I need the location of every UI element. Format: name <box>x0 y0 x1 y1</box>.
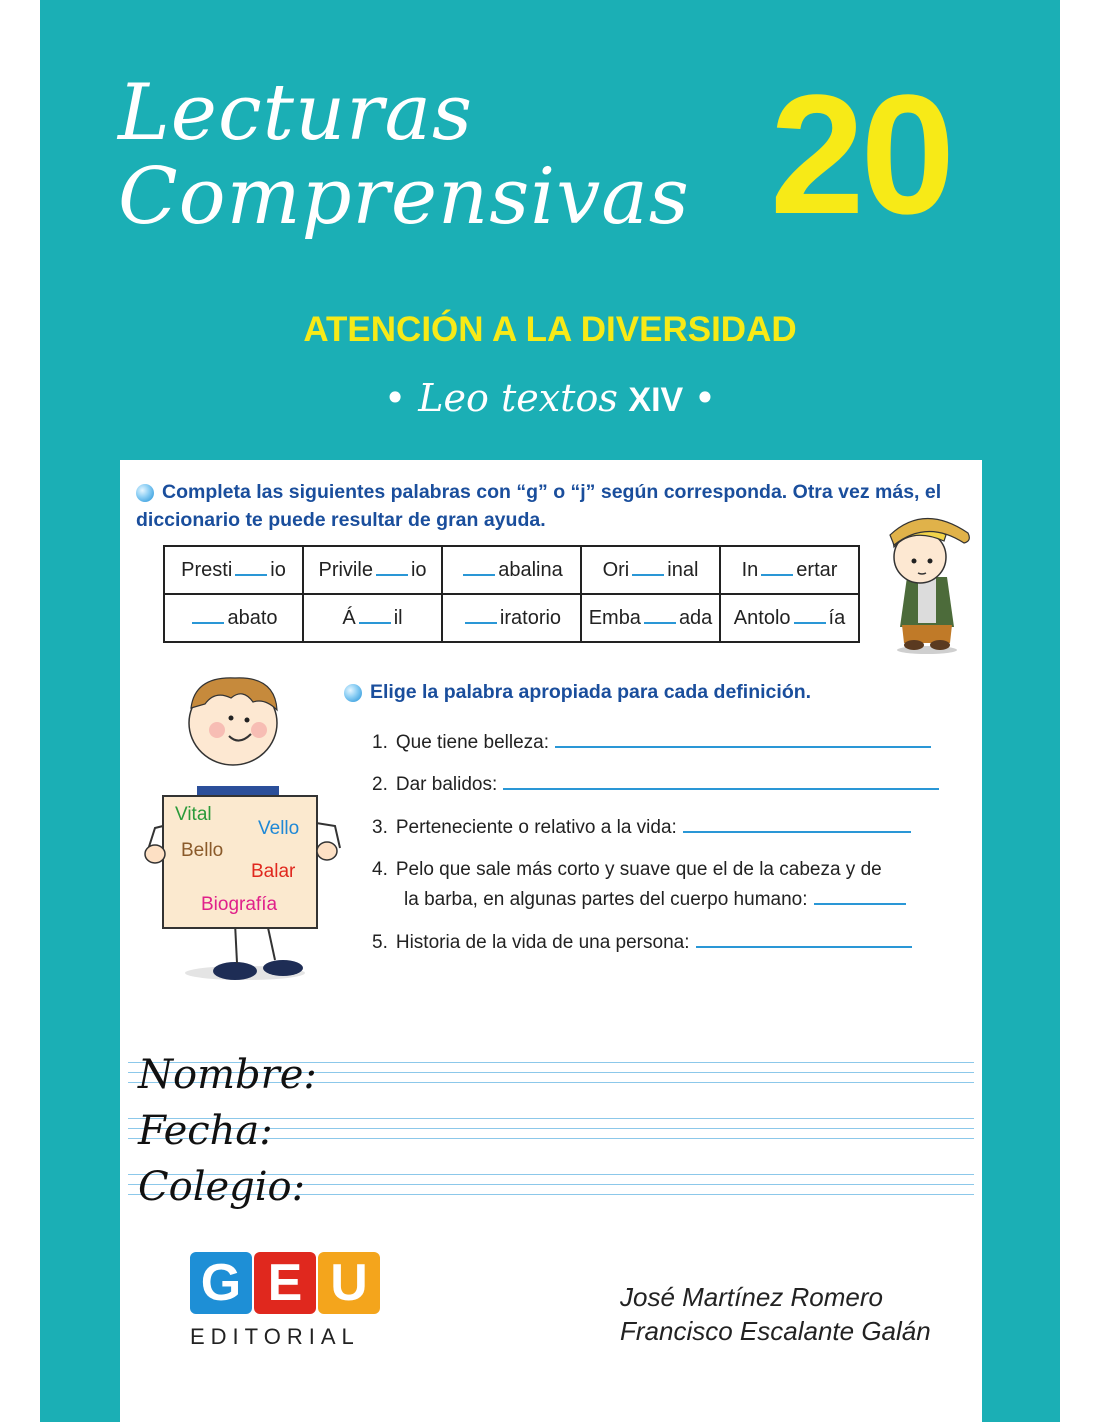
word-cell <box>581 546 720 594</box>
definition-text: Perteneciente o relativo a la vida: <box>395 817 677 838</box>
word-end: abato <box>227 606 278 629</box>
definition-number: 1. <box>372 732 388 753</box>
word-end: ada <box>678 606 713 629</box>
answer-blank[interactable] <box>632 570 664 576</box>
word-end: ía <box>828 606 846 629</box>
word-cell <box>303 546 442 594</box>
definition-item <box>372 932 912 954</box>
word-start: Emba <box>588 606 641 629</box>
series-title <box>0 376 1100 421</box>
word-cell <box>164 594 303 642</box>
word-cell <box>720 594 859 642</box>
logo-letter-g: G <box>190 1252 252 1314</box>
answer-blank[interactable] <box>465 618 497 624</box>
definition-text: Pelo que sale más corto y suave que el de la cabeza y de <box>395 859 882 880</box>
exercise-1-instruction <box>136 478 976 534</box>
answer-blank[interactable] <box>794 618 826 624</box>
answer-line[interactable] <box>814 899 906 905</box>
title-line-1: Lecturas <box>118 68 474 158</box>
subtitle: ATENCIÓN A LA DIVERSIDAD <box>303 310 797 349</box>
title-line-2: Comprensivas <box>118 152 690 242</box>
word-end: io <box>410 558 427 581</box>
boy-holding-sign-illustration <box>135 668 350 988</box>
series-prefix: • Leo textos <box>383 376 618 420</box>
definition-item <box>372 817 911 839</box>
answer-blank[interactable] <box>235 570 267 576</box>
word-cell <box>303 594 442 642</box>
word-start: Ori <box>602 558 630 581</box>
definition-number: 3. <box>372 817 388 838</box>
boy-with-hat-illustration <box>872 505 982 655</box>
word-end: abalina <box>498 558 563 581</box>
bullet-icon <box>136 484 154 502</box>
definition-item <box>372 732 931 754</box>
definition-number: 4. <box>372 859 388 880</box>
answer-line[interactable] <box>683 827 911 833</box>
sign-word: Biografía <box>201 894 278 915</box>
definition-text: Que tiene belleza: <box>395 732 550 753</box>
definition-number: 5. <box>372 932 388 953</box>
logo-letter-u: U <box>318 1252 380 1314</box>
word-cell <box>581 594 720 642</box>
table-row <box>164 594 859 642</box>
exercise-2-instruction <box>344 678 964 706</box>
answer-blank[interactable] <box>644 618 676 624</box>
series-suffix: • <box>693 376 717 420</box>
word-cell <box>720 546 859 594</box>
answer-blank[interactable] <box>192 618 224 624</box>
word-cell <box>442 594 581 642</box>
word-end: inal <box>667 558 699 581</box>
word-cell <box>164 546 303 594</box>
exercise-2-text: Elige la palabra apropiada para cada definición. <box>370 681 812 703</box>
word-start: In <box>741 558 759 581</box>
definition-text: Dar balidos: <box>395 774 498 795</box>
logo-subtitle: EDITORIAL <box>190 1324 360 1349</box>
answer-blank[interactable] <box>359 618 391 624</box>
answer-line[interactable] <box>555 742 931 748</box>
logo-letter-e: E <box>254 1252 316 1314</box>
date-label: Fecha: <box>138 1108 273 1154</box>
sign-word: Bello <box>181 840 224 861</box>
definition-text: Historia de la vida de una persona: <box>395 932 690 953</box>
word-end: io <box>270 558 286 581</box>
definition-item <box>372 774 939 796</box>
sign-word: Vello <box>258 818 300 839</box>
exercise-1-text: Completa las siguientes palabras con “g” o “j” según corresponda. Otra vez más, el diccionario te puede resultar de gran ayuda. <box>136 481 942 531</box>
word-cell <box>442 546 581 594</box>
word-start: Presti <box>181 558 233 581</box>
definition-number: 2. <box>372 774 388 795</box>
answer-blank[interactable] <box>376 570 408 576</box>
word-table <box>163 545 860 643</box>
answer-line[interactable] <box>696 942 912 948</box>
word-start: Privile <box>318 558 373 581</box>
answer-line[interactable] <box>503 784 939 790</box>
name-label: Nombre: <box>138 1052 317 1098</box>
definition-text-continued: la barba, en algunas partes del cuerpo humano: <box>404 889 808 910</box>
author-2: Francisco Escalante Galán <box>620 1316 931 1346</box>
answer-blank[interactable] <box>463 570 495 576</box>
definition-item <box>372 859 906 911</box>
series-roman: XIV <box>628 381 684 419</box>
author-1: José Martínez Romero <box>620 1282 883 1312</box>
word-end: iratorio <box>499 606 562 629</box>
volume-number: 20 <box>770 60 952 250</box>
school-label: Colegio: <box>138 1164 306 1210</box>
answer-blank[interactable] <box>761 570 793 576</box>
word-start: Antolo <box>733 606 791 629</box>
table-row <box>164 546 859 594</box>
word-start: Á <box>342 606 356 629</box>
authors <box>620 1280 931 1348</box>
word-end: il <box>393 606 403 629</box>
word-end: ertar <box>796 558 838 581</box>
sign-word: Balar <box>251 861 296 882</box>
sign-word: Vital <box>175 804 212 825</box>
